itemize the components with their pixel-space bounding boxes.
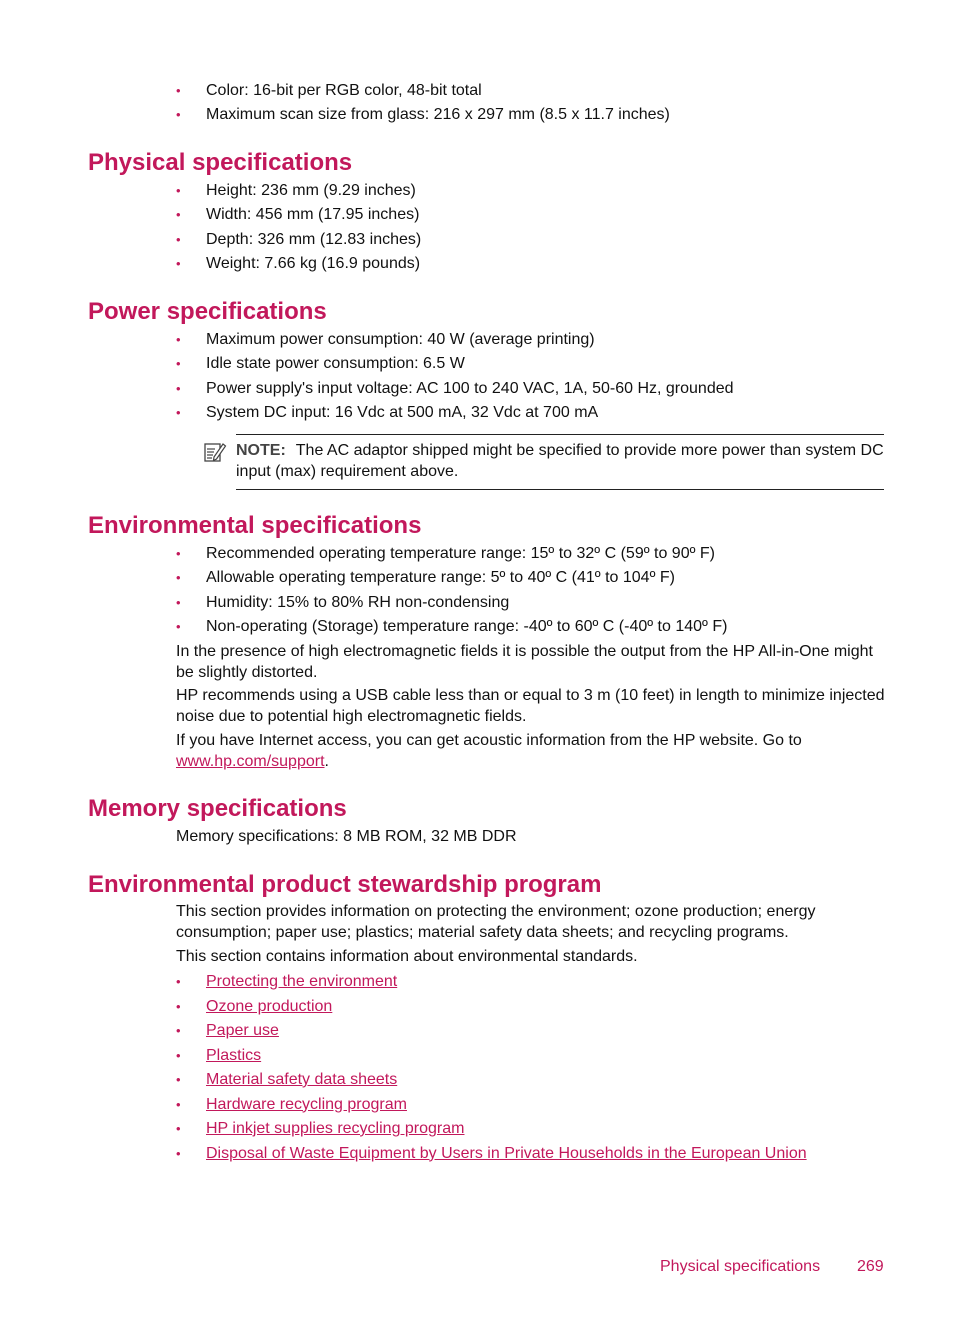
stewardship-intro: This section provides information on protecting the environment; ozone production; energy consumption; paper use; plastics; material safety data sheets; and recycling programs.: [176, 903, 816, 941]
stewardship-heading: Environmental product stewardship program: [88, 871, 602, 898]
bullet: •: [176, 207, 181, 223]
list-item: • Height: 236 mm (9.29 inches): [176, 182, 416, 199]
bullet: •: [176, 83, 181, 98]
bullet: •: [176, 231, 181, 247]
bullet: •: [176, 998, 181, 1014]
list-item: [176, 1071, 896, 1089]
stewardship-link-list: [176, 973, 896, 1169]
environmental-spec-list: [176, 545, 896, 643]
list-item: • System DC input: 16 Vdc at 500 mA, 32 Vdc at 700 mA: [176, 404, 599, 422]
power-spec-list: [176, 331, 896, 429]
stewardship-standards: This section contains information about environmental standards.: [176, 948, 638, 965]
usb-cable-paragraph: HP recommends using a USB cable less than or equal to 3 m (10 feet) in length to minimize injected noise due to potential high electromagnetic fields.: [176, 687, 885, 725]
list-item: [176, 1120, 896, 1138]
plastics-link[interactable]: Plastics: [206, 1046, 262, 1064]
list-item: [176, 1047, 896, 1065]
note-box: [236, 434, 884, 490]
list-item: • Idle state power consumption: 6.5 W: [176, 355, 465, 373]
bullet: •: [176, 183, 181, 198]
bullet: •: [176, 619, 181, 635]
footer-section-title: Physical specifications: [660, 1258, 821, 1275]
hp-support-link[interactable]: www.hp.com/support: [176, 752, 325, 770]
list-item: • Color: 16-bit per RGB color, 48-bit total: [176, 82, 482, 99]
bullet: •: [176, 1145, 181, 1161]
bullet: •: [176, 380, 181, 396]
page-number: 269: [857, 1258, 884, 1275]
top-spec-list: [176, 82, 896, 131]
acoustic-info-paragraph: If you have Internet access, you can get acoustic information from the HP website. Go to www.hp.com/support.: [176, 732, 802, 770]
physical-specs-heading: Physical specifications: [88, 149, 353, 176]
inkjet-recycling-link[interactable]: HP inkjet supplies recycling program: [206, 1120, 465, 1137]
msds-link[interactable]: Material safety data sheets: [206, 1071, 398, 1088]
bullet: •: [176, 107, 181, 123]
hardware-recycling-link[interactable]: Hardware recycling program: [206, 1095, 407, 1113]
list-item: • Non-operating (Storage) temperature range: -40º to 60º C (-40º to 140º F): [176, 618, 728, 636]
note-label: NOTE:: [236, 442, 286, 459]
bullet: •: [176, 405, 181, 421]
physical-spec-list: [176, 182, 896, 280]
list-item: • Maximum power consumption: 40 W (average printing): [176, 331, 595, 348]
list-item: [176, 973, 896, 991]
list-item: • Recommended operating temperature range: 15º to 32º C (59º to 90º F): [176, 545, 715, 562]
power-specs-heading: Power specifications: [88, 298, 327, 325]
list-item: [176, 1145, 896, 1163]
memory-specs-heading: Memory specifications: [88, 795, 347, 822]
bullet: •: [176, 1047, 181, 1063]
em-fields-paragraph: In the presence of high electromagnetic fields it is possible the output from the HP All-in-One might be slightly distorted.: [176, 643, 873, 681]
list-item: • Allowable operating temperature range: 5º to 40º C (41º to 104º F): [176, 569, 675, 587]
environmental-specs-heading: Environmental specifications: [88, 512, 422, 539]
list-item: • Width: 456 mm (17.95 inches): [176, 206, 420, 224]
bullet: •: [176, 1072, 181, 1087]
bullet: •: [176, 1121, 181, 1136]
bullet: •: [176, 332, 181, 347]
bullet: •: [176, 594, 181, 610]
list-item: • Weight: 7.66 kg (16.9 pounds): [176, 255, 421, 273]
bullet: •: [176, 1096, 181, 1112]
protecting-environment-link[interactable]: Protecting the environment: [206, 973, 398, 990]
list-item: • Depth: 326 mm (12.83 inches): [176, 230, 422, 248]
list-item: [176, 998, 896, 1016]
list-item: • Humidity: 15% to 80% RH non-condensing: [176, 593, 510, 611]
bullet: •: [176, 1023, 181, 1038]
memory-specs-text: Memory specifications: 8 MB ROM, 32 MB DDR: [176, 828, 517, 845]
bullet: •: [176, 546, 181, 561]
weee-disposal-link[interactable]: Disposal of Waste Equipment by Users in Private Households in the European Union: [206, 1144, 807, 1162]
list-item: • Maximum scan size from glass: 216 x 297 mm (8.5 x 11.7 inches): [176, 106, 670, 124]
list-item: [176, 1096, 896, 1114]
ozone-production-link[interactable]: Ozone production: [206, 997, 333, 1015]
note-text: NOTE: The AC adaptor shipped might be specified to provide more power than system DC input (max) requirement above.: [236, 442, 884, 480]
bullet: •: [176, 974, 181, 989]
bullet: •: [176, 356, 181, 372]
list-item: • Power supply's input voltage: AC 100 to 240 VAC, 1A, 50-60 Hz, grounded: [176, 379, 734, 397]
list-item: [176, 1022, 896, 1040]
note-icon: [203, 441, 227, 463]
bullet: •: [176, 570, 181, 586]
bullet: •: [176, 256, 181, 272]
paper-use-link[interactable]: Paper use: [206, 1022, 279, 1039]
